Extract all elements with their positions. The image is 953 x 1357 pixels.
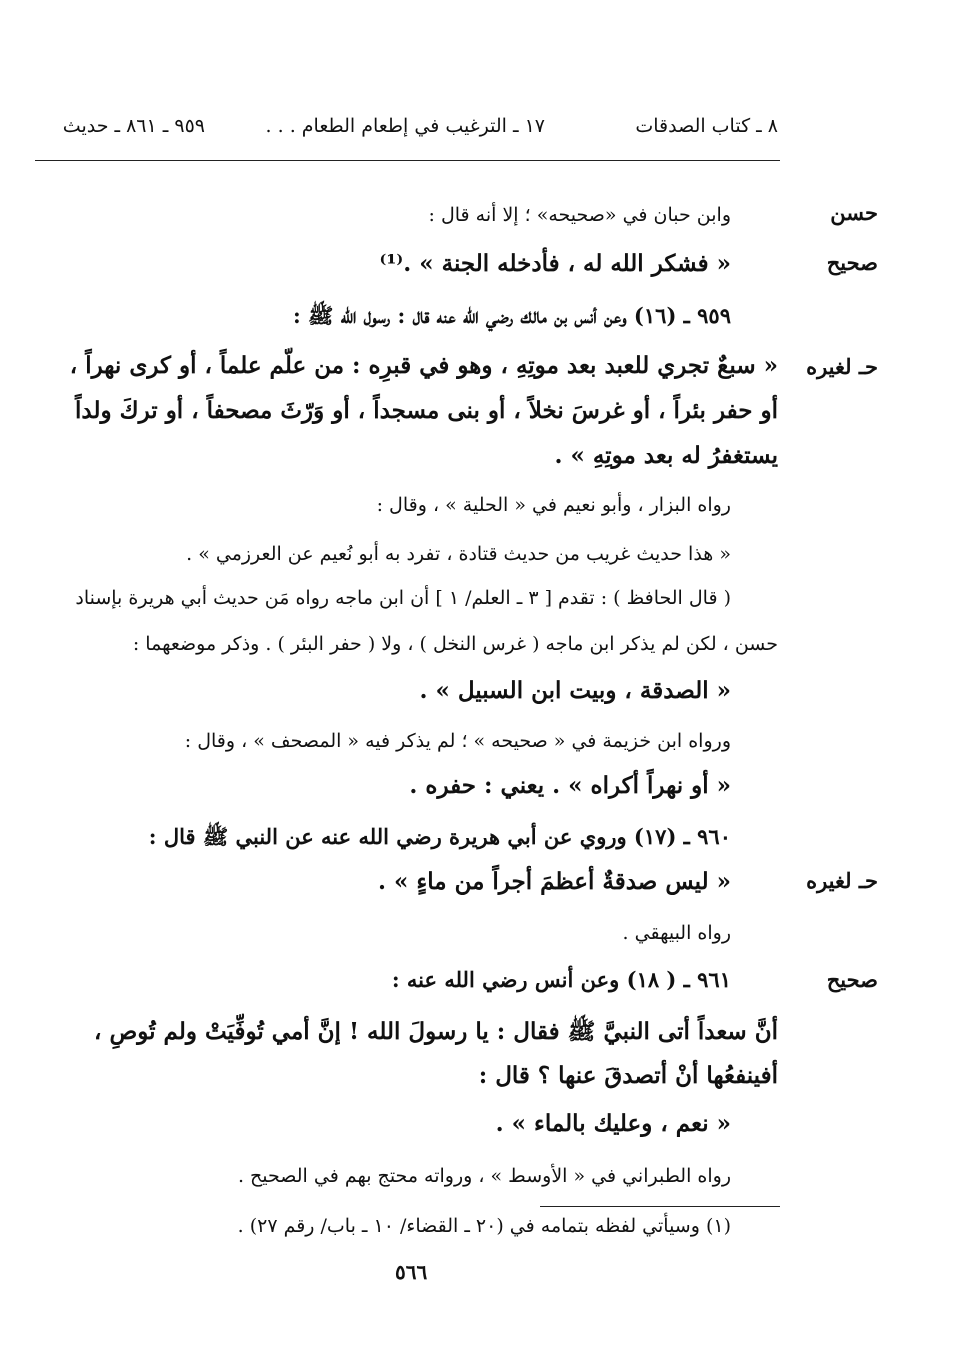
running-header-chapter: ٨ ـ كتاب الصدقات — [635, 115, 778, 137]
hadith-text-line: « أو نهراً أكراه » . يعني : حفره . — [409, 772, 731, 799]
footnote-rule — [540, 1206, 780, 1207]
hadith-text-line: « ليس صدقةٌ أعظمَ أجراً من ماءٍ » . — [378, 868, 731, 895]
grade-label: حـ لغيره — [806, 354, 878, 379]
hadith-text-line: يستغفرُ له بعد موتِهِ » . — [554, 442, 778, 469]
text-line: ( قال الحافظ ) : تقدم [ ٣ ـ العلم/ ١ ] أن ابن ماجه رواه مَن حديث أبي هريرة بإسناد — [75, 587, 731, 609]
text-line: حسن ، لكن لم يذكر ابن ماجه ( غرس النخل ) ، ولا ( حفر البئر ) . وذكر موضعهما : — [132, 633, 778, 655]
page-number: ٥٦٦ — [395, 1260, 428, 1284]
grade-label: صحيح — [826, 250, 878, 275]
hadith-heading: ٩٦٠ ـ (١٧) وروي عن أبي هريرة رضي الله عنه عن النبي ﷺ قال : — [148, 824, 731, 849]
grade-label: حـ لغيره — [806, 868, 878, 893]
hadith-text-line: « الصدقة ، وبيت ابن السبيل » . — [419, 677, 731, 704]
header-rule — [35, 160, 780, 161]
grade-label: صحيح — [826, 967, 878, 992]
hadith-text-line: « نعم ، وعليك بالماء » . — [495, 1110, 731, 1137]
hadith-text-line: أنَّ سعداً أتى النبيَّ ﷺ فقال : يا رسولَ الله ! إنَّ أمي تُوفِّيَتْ ولم تُوصِ ، — [94, 1018, 778, 1045]
footnote: (١) وسيأتي لفظه بتمامه في (٢٠ ـ القضاء/ ١٠ ـ باب/ رقم ٢٧) . — [237, 1215, 731, 1237]
hadith-heading: ٩٦١ ـ ( ١٨) وعن أنس رضي الله عنه : — [391, 967, 731, 992]
hadith-text-line: « فشكر الله له ، فأدخله الجنة » .⁽¹⁾ — [379, 250, 731, 277]
text-line: « هذا حديث غريب من حديث قتادة ، تفرد به أبو نُعيم عن العرزمي » . — [186, 543, 731, 565]
running-header-section: ١٧ ـ الترغيب في إطعام الطعام . . . — [265, 115, 545, 137]
hadith-heading: ٩٥٩ ـ (١٦) وعن أنس بن مالك رضي الله عنه قال : رسول الله ﷺ : — [292, 303, 731, 328]
text-line: رواه البزار ، وأبو نعيم في « الحلية » ، وقال : — [376, 494, 731, 516]
hadith-text-line: أو حفر بئراً ، أو غرسَ نخلاً ، أو بنى مسجداً ، أو وَرّثَ مصحفاً ، أو تركَ ولداً — [75, 397, 778, 424]
text-line: رواه الطبراني في « الأوسط » ، ورواته محتج بهم في الصحيح . — [237, 1165, 731, 1187]
text-line: ورواه ابن خزيمة في « صحيحه » ؛ لم يذكر فيه « المصحف » ، وقال : — [184, 730, 731, 752]
hadith-text-line: « سبعٌ تجري للعبد بعد موتِهِ ، وهو في قبرِه : من علّم علماً ، أو كرى نهراً ، — [69, 352, 778, 379]
hadith-text-line: أفينفعُها أنْ أتصدقَ عنها ؟ قال : — [478, 1062, 778, 1089]
grade-label: حسن — [830, 200, 878, 225]
text-line: رواه البيهقي . — [622, 922, 731, 944]
running-header-hadith-range: ٩٥٩ ـ ٨٦١ ـ حديث — [62, 115, 205, 137]
text-line: وابن حبان في «صحيحه» ؛ إلا أنه قال : — [428, 204, 731, 226]
